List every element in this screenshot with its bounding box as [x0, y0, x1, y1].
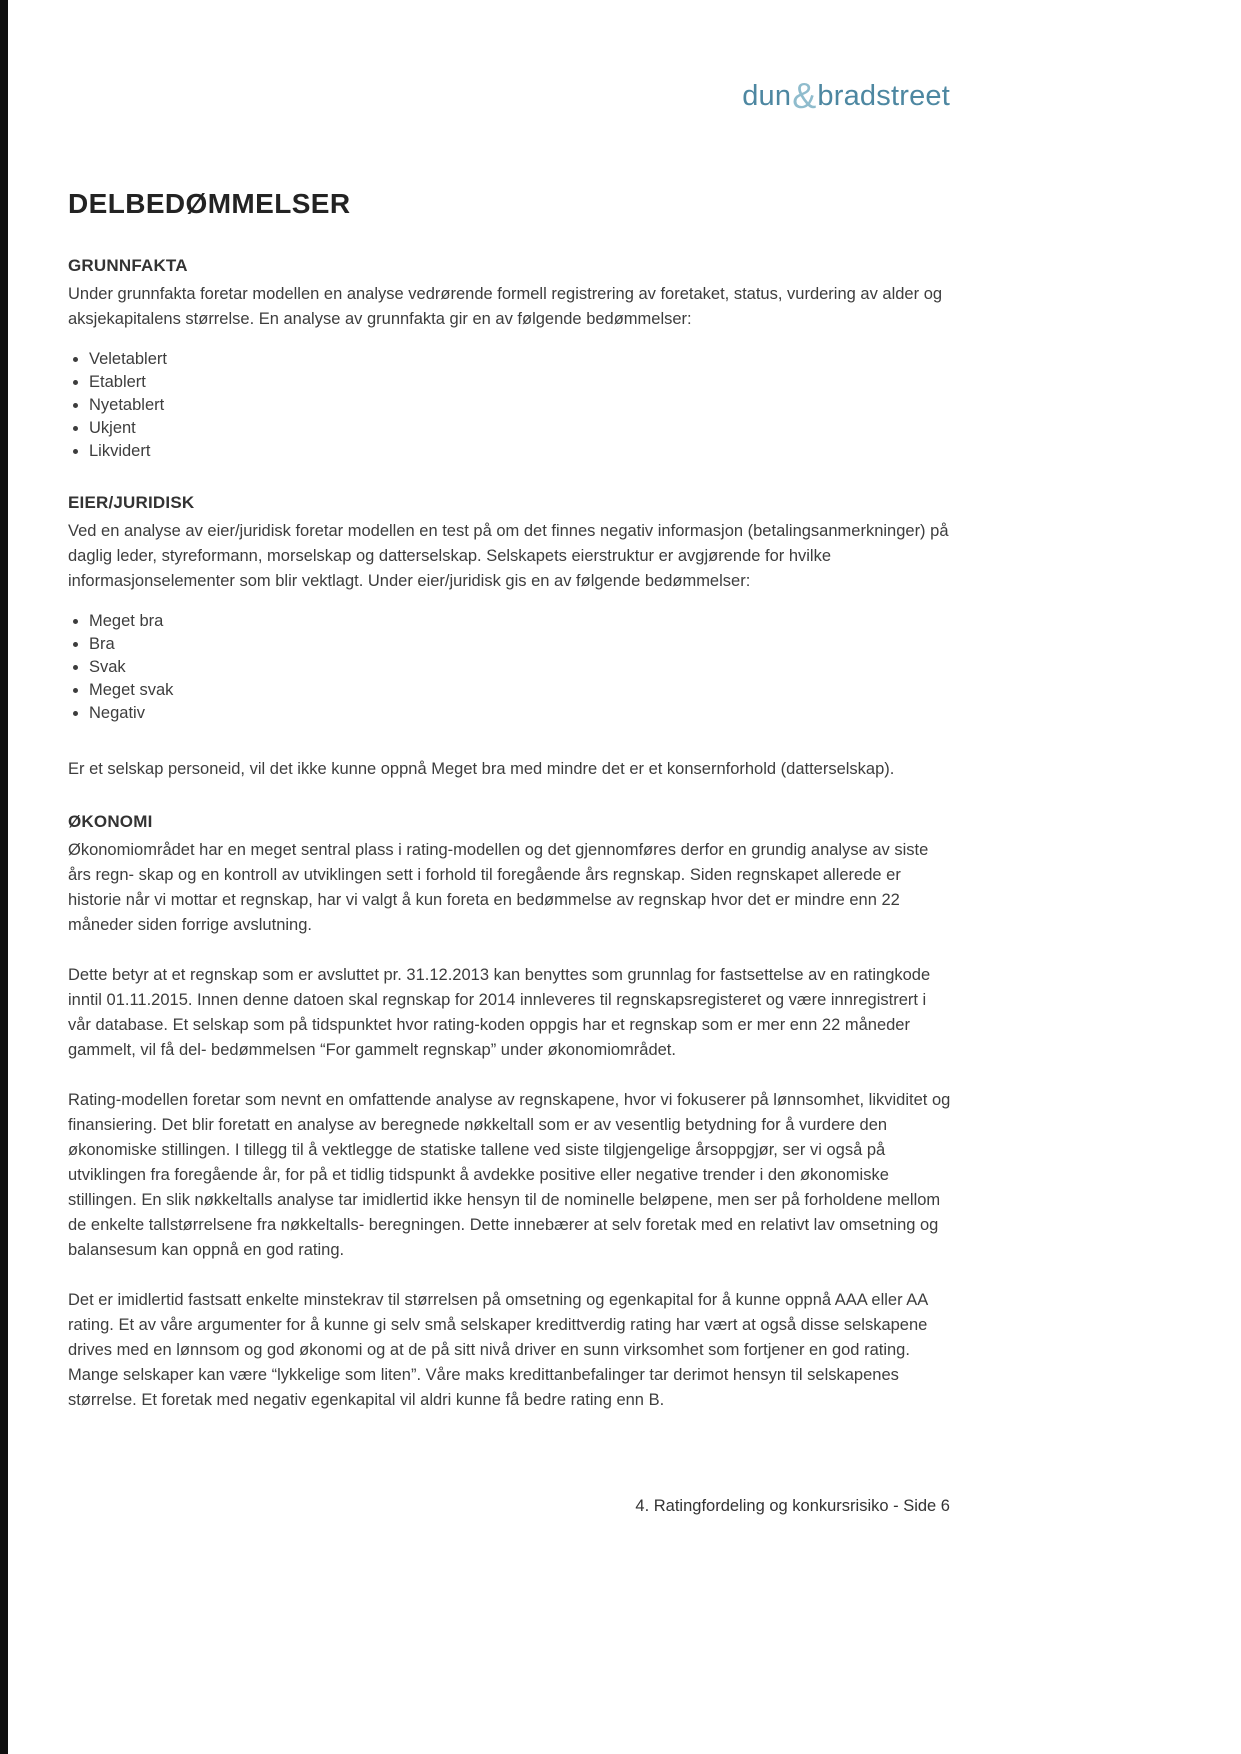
section-heading-grunnfakta: GRUNNFAKTA: [68, 256, 188, 275]
list-item: • Likvidert: [89, 440, 952, 463]
list-item: • Veletablert: [89, 348, 952, 371]
page-title: DELBEDØMMELSER: [68, 188, 351, 219]
logo-dun: dun: [742, 80, 792, 112]
section-heading-eier-juridisk: EIER/JURIDISK: [68, 493, 195, 512]
section-eier-juridisk: [68, 493, 952, 782]
okonomi-paragraph: Økonomiområdet har en meget sentral plass i rating-modellen og det gjennomføres derfor en grundig analyse av siste års regn- skap og en kontroll av utviklingen sett i forhold til foregående års regnskap. Siden regnskapet allerede er historie når vi mottar et regnskap, har vi valgt å kun foreta en bedømmelse av regnskap hvor det er mindre enn 22 måneder siden forrige avslutning.: [68, 841, 929, 934]
list-item: • Meget svak: [89, 679, 952, 702]
list-item: • Nyetablert: [89, 394, 952, 417]
list-item: • Meget bra: [89, 610, 952, 633]
section-grunnfakta: [68, 256, 952, 463]
list-item: • Ukjent: [89, 417, 952, 440]
okonomi-paragraph: Det er imidlertid fastsatt enkelte minstekrav til størrelsen på omsetning og egenkapital for å kunne oppnå AAA eller AA rating. Et av våre argumenter for å kunne gi selv små selskaper kredittverdig rating har vært at også disse selskapene drives med en lønnsom og god økonomi og at de på sitt nivå driver en sunn virksomhet som fortjener en god rating. Mange selskaper kan være “lykkelige som liten”. Våre maks kredittanbefalinger tar derimot hensyn til selskapenes størrelse. Et foretak med negativ egenkapital vil aldri kunne få bedre rating enn B.: [68, 1291, 928, 1409]
eier-juridisk-intro: Ved en analyse av eier/juridisk foretar modellen en test på om det finnes negativ informasjon (betalingsanmerkninger) på daglig leder, styreformann, morselskap og datterselskap. Selskapets eierstruktur er avgjørende for hvilke informasjonselementer som blir vektlagt. Under eier/juridisk gis en av følgende bedømmelser:: [68, 522, 949, 590]
page-footer: 4. Ratingfordeling og konkursrisiko - Side 6: [635, 1497, 950, 1515]
eier-juridisk-note: Er et selskap personeid, vil det ikke kunne oppnå Meget bra med mindre det er et konsernforhold (datterselskap).: [68, 760, 895, 778]
logo-bradstreet: bradstreet: [817, 80, 950, 112]
logo-ampersand-icon: &: [792, 75, 817, 116]
okonomi-paragraph: Dette betyr at et regnskap som er avsluttet pr. 31.12.2013 kan benyttes som grunnlag for fastsettelse av en ratingkode inntil 01.11.2015. Innen denne datoen skal regnskap for 2014 innleveres til regnskapsregisteret og være innregistrert i vår database. Et selskap som på tidspunktet hvor rating-koden oppgis har et regnskap som er mer enn 22 måneder gammelt, vil få del- bedømmelsen “For gammelt regnskap” under økonomiområdet.: [68, 966, 931, 1059]
okonomi-paragraph: Rating-modellen foretar som nevnt en omfattende analyse av regnskapene, hvor vi fokuserer på lønnsomhet, likviditet og finansiering. Det blir foretatt en analyse av beregnede nøkkeltall som er av vesentlig betydning for å vurdere den økonomiske stillingen. I tillegg til å vektlegge de statiske tallene ved siste tilgjengelige årsoppgjør, ser vi også på utviklingen fra foregående år, for på et tidlig tidspunkt å avdekke positive eller negative trender i den økonomiske stillingen. En slik nøkkeltalls analyse tar imidlertid ikke hensyn til de nominelle beløpene, men ser på forholdene mellom de enkelte tallstørrelsene fra nøkkeltalls- beregningen. Dette innebærer at selv foretak med en relativt lav omsetning og balansesum kan oppnå en god rating.: [68, 1091, 951, 1259]
grunnfakta-intro: Under grunnfakta foretar modellen en analyse vedrørende formell registrering av foretaket, status, vurdering av alder og aksjekapitalens størrelse. En analyse av grunnfakta gir en av følgende bedømmelser:: [68, 285, 943, 328]
list-item: • Negativ: [89, 702, 952, 725]
list-item: • Etablert: [89, 371, 952, 394]
list-item: • Svak: [89, 656, 952, 679]
list-item: • Bra: [89, 633, 952, 656]
grunnfakta-rating-list: [72, 348, 952, 463]
section-heading-okonomi: ØKONOMI: [68, 812, 153, 831]
section-okonomi: [68, 812, 952, 1413]
eier-juridisk-rating-list: [72, 610, 952, 725]
